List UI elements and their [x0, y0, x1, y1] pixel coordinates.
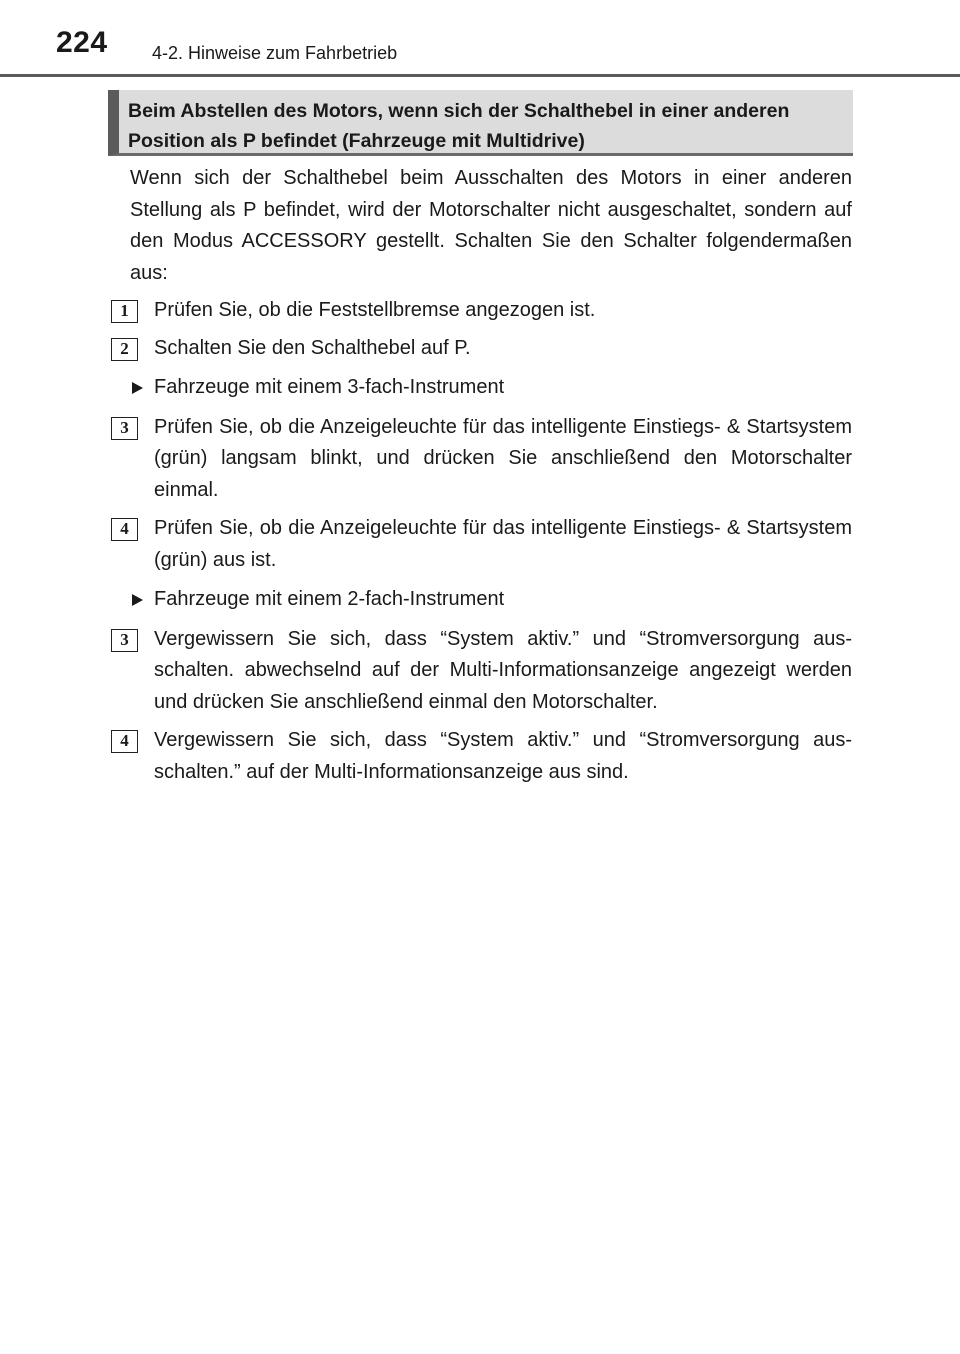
- step-number-badge: 1: [111, 300, 138, 323]
- variant-b-title: Fahrzeuge mit einem 2-fach-Instrument: [154, 588, 505, 610]
- variant-a-step-3: [120, 412, 852, 507]
- variant-a-subhead: [130, 372, 852, 404]
- variant-a-step-4: [120, 513, 852, 576]
- step-text: Prüfen Sie, ob die Anzeigeleuchte für das intelligente Einstiegs- & Startsystem (grün) langsam blinkt, und drücken Sie anschließend den Motorschalter einmal.: [154, 415, 852, 501]
- chapter-title: 4-2. Hinweise zum Fahrbetrieb: [152, 43, 398, 63]
- page-number: 224: [56, 26, 108, 59]
- step-number-badge: 3: [111, 417, 138, 440]
- step-text: Schalten Sie den Schalthebel auf P.: [154, 336, 471, 359]
- intro-paragraph: Wenn sich der Schalthebel beim Ausschalten des Motors in einer anderen Stellung als P befindet, wird der Motorschalter nicht ausgeschaltet, sondern auf den Modus ACCESSORY gestellt. Schalten Sie den Schalter folgendermaßen aus:: [130, 167, 852, 284]
- step-number-badge: 4: [111, 518, 138, 541]
- main-content: [120, 163, 852, 788]
- variant-b-subhead: [130, 584, 852, 616]
- step-text: Prüfen Sie, ob die Feststellbremse angezogen ist.: [154, 299, 596, 321]
- step-text: Vergewissern Sie sich, dass “System aktiv.” und “Stromversorgung ausschalten. abwechselnd auf der Multi-Informationsanzeige angezeigt werden und drücken Sie anschließend einmal den Motorschalter.: [154, 627, 852, 713]
- section-heading-line-2: Position als P befindet (Fahrzeuge mit Multidrive): [128, 130, 585, 152]
- header-rule: [0, 74, 960, 77]
- section-heading: [108, 90, 853, 156]
- step-text: Prüfen Sie, ob die Anzeigeleuchte für das intelligente Einstiegs- & Startsystem (grün) aus ist.: [154, 517, 852, 571]
- step-number-badge: 2: [111, 338, 138, 361]
- step-1: [120, 295, 852, 327]
- variant-b-step-3: [120, 624, 852, 719]
- variant-a-title: Fahrzeuge mit einem 3-fach-Instrument: [154, 376, 505, 398]
- step-number-badge: 4: [111, 730, 138, 753]
- triangle-bullet-icon: [132, 382, 143, 394]
- step-number-badge: 3: [111, 629, 138, 652]
- section-heading-line-1: Beim Abstellen des Motors, wenn sich der Schalthebel in einer anderen: [128, 100, 790, 122]
- triangle-bullet-icon: [132, 594, 143, 606]
- variant-b-step-4: [120, 725, 852, 788]
- step-text: Vergewissern Sie sich, dass “System aktiv.” und “Stromversorgung ausschalten.” auf der Multi-Informationsanzeige aus sind.: [154, 729, 852, 783]
- step-2: [120, 333, 852, 365]
